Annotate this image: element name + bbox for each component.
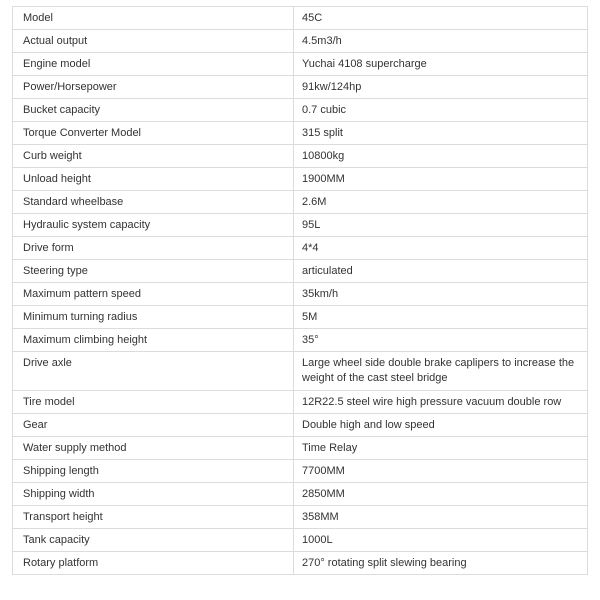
spec-value: 1000L bbox=[294, 529, 588, 552]
spec-label: Model bbox=[13, 7, 294, 30]
spec-value: 5M bbox=[294, 306, 588, 329]
spec-value: 45C bbox=[294, 7, 588, 30]
table-row bbox=[13, 237, 588, 260]
table-row bbox=[13, 191, 588, 214]
spec-value: 95L bbox=[294, 214, 588, 237]
spec-label: Shipping width bbox=[13, 483, 294, 506]
table-row bbox=[13, 53, 588, 76]
table-row bbox=[13, 76, 588, 99]
spec-value: 7700MM bbox=[294, 460, 588, 483]
spec-label: Standard wheelbase bbox=[13, 191, 294, 214]
table-row bbox=[13, 122, 588, 145]
table-row bbox=[13, 30, 588, 53]
spec-value: Time Relay bbox=[294, 437, 588, 460]
table-row bbox=[13, 283, 588, 306]
spec-label: Tire model bbox=[13, 391, 294, 414]
spec-label: Steering type bbox=[13, 260, 294, 283]
spec-value: 10800kg bbox=[294, 145, 588, 168]
spec-value: Double high and low speed bbox=[294, 414, 588, 437]
spec-value: Yuchai 4108 supercharge bbox=[294, 53, 588, 76]
spec-label: Minimum turning radius bbox=[13, 306, 294, 329]
spec-label: Drive axle bbox=[13, 352, 294, 391]
spec-value: 315 split bbox=[294, 122, 588, 145]
table-row bbox=[13, 506, 588, 529]
table-row bbox=[13, 7, 588, 30]
spec-value: 2850MM bbox=[294, 483, 588, 506]
spec-label: Maximum climbing height bbox=[13, 329, 294, 352]
spec-label: Gear bbox=[13, 414, 294, 437]
table-row bbox=[13, 260, 588, 283]
table-row bbox=[13, 168, 588, 191]
spec-value: 0.7 cubic bbox=[294, 99, 588, 122]
table-row bbox=[13, 352, 588, 391]
spec-label: Curb weight bbox=[13, 145, 294, 168]
table-row bbox=[13, 529, 588, 552]
spec-value: 12R22.5 steel wire high pressure vacuum double row bbox=[294, 391, 588, 414]
spec-value: 358MM bbox=[294, 506, 588, 529]
spec-label: Unload height bbox=[13, 168, 294, 191]
spec-table bbox=[12, 6, 588, 575]
table-row bbox=[13, 306, 588, 329]
spec-label: Engine model bbox=[13, 53, 294, 76]
spec-label: Torque Converter Model bbox=[13, 122, 294, 145]
spec-value: 1900MM bbox=[294, 168, 588, 191]
spec-table-body bbox=[13, 7, 588, 575]
spec-value: 270° rotating split slewing bearing bbox=[294, 552, 588, 575]
spec-value: 4.5m3/h bbox=[294, 30, 588, 53]
spec-value: 91kw/124hp bbox=[294, 76, 588, 99]
table-row bbox=[13, 552, 588, 575]
table-row bbox=[13, 414, 588, 437]
spec-value: articulated bbox=[294, 260, 588, 283]
spec-label: Rotary platform bbox=[13, 552, 294, 575]
table-row bbox=[13, 329, 588, 352]
spec-value: 4*4 bbox=[294, 237, 588, 260]
table-row bbox=[13, 483, 588, 506]
spec-label: Tank capacity bbox=[13, 529, 294, 552]
table-row bbox=[13, 214, 588, 237]
table-row bbox=[13, 391, 588, 414]
spec-value: 2.6M bbox=[294, 191, 588, 214]
spec-label: Hydraulic system capacity bbox=[13, 214, 294, 237]
spec-label: Water supply method bbox=[13, 437, 294, 460]
spec-label: Maximum pattern speed bbox=[13, 283, 294, 306]
spec-label: Drive form bbox=[13, 237, 294, 260]
spec-value: 35km/h bbox=[294, 283, 588, 306]
table-row bbox=[13, 99, 588, 122]
table-row bbox=[13, 437, 588, 460]
table-row bbox=[13, 145, 588, 168]
spec-label: Bucket capacity bbox=[13, 99, 294, 122]
spec-label: Transport height bbox=[13, 506, 294, 529]
spec-value: 35° bbox=[294, 329, 588, 352]
spec-value: Large wheel side double brake caplipers to increase the weight of the cast steel bridge bbox=[294, 352, 588, 391]
spec-label: Shipping length bbox=[13, 460, 294, 483]
table-row bbox=[13, 460, 588, 483]
spec-label: Power/Horsepower bbox=[13, 76, 294, 99]
spec-label: Actual output bbox=[13, 30, 294, 53]
